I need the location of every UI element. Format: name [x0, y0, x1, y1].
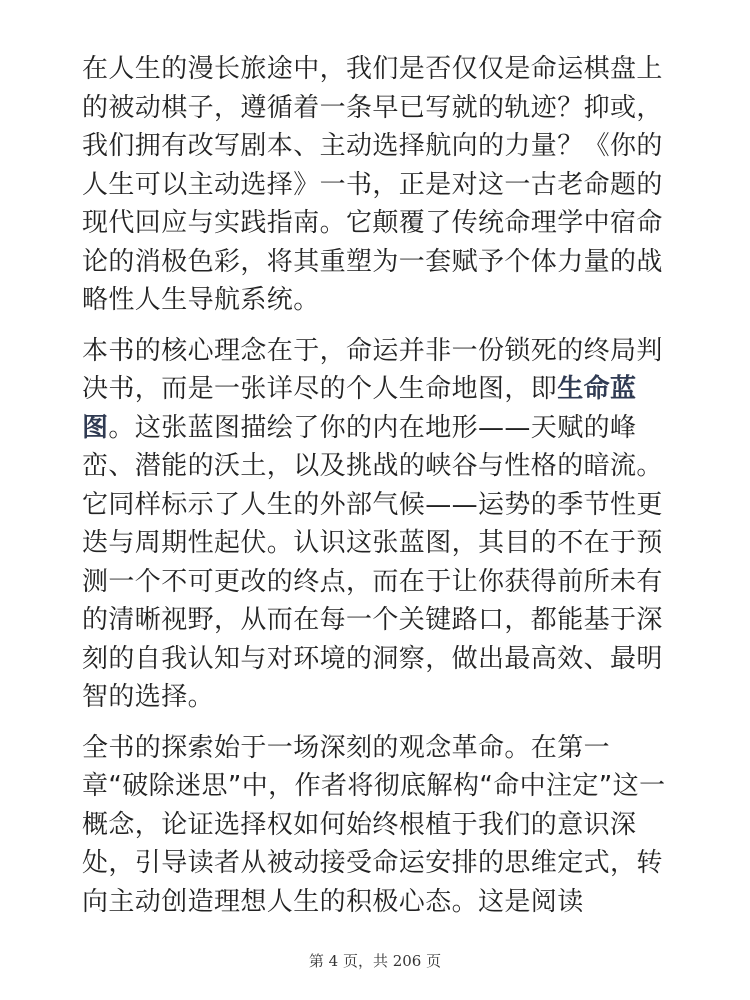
paragraph-intro: 在人生的漫长旅途中，我们是否仅仅是命运棋盘上的被动棋子，遵循着一条早已写就的轨迹？抑或，我们拥有改写剧本、主动选择航向的力量？《你的人生可以主动选择》一书，正是对这一古老命题的现代回应与实践指南。它颠覆了传统命理学中宿命论的消极色彩，将其重塑为一套赋予个体力量的战略性人生导航系统。 — [82, 54, 663, 315]
paragraph-core-idea-after: 。这张蓝图描绘了你的内在地形——天赋的峰峦、潜能的沃土，以及挑战的峡谷与性格的暗流。它同样标示了人生的外部气候——运势的季节性更迭与周期性起伏。认识这张蓝图，其目的不在于预测一个不可更改的终点，而在于让你获得前所未有的清晰视野，从而在每一个关键路口，都能基于深刻的自我认知与对环境的洞察，做出最高效、最明智的选择。 — [82, 412, 663, 712]
page-number-footer: 第 4 页，共 206 页 — [308, 952, 442, 970]
paragraph-core-idea-before: 本书的核心理念在于，命运并非一份锁死的终局判决书，而是一张详尽的个人生命地图，即 — [82, 335, 663, 404]
paragraph-chapter-one: 全书的探索始于一场深刻的观念革命。在第一章“破除迷思”中，作者将彻底解构“命中注定”这一概念，论证选择权如何始终根植于我们的意识深处，引导读者从被动接受命运安排的思维定式，转向主动创造理想人生的积极心态。这是阅读 — [82, 732, 666, 917]
paragraph-core-idea — [82, 332, 672, 717]
document-body — [82, 50, 672, 933]
highlight-life-blueprint: 生命蓝图 — [82, 374, 637, 443]
